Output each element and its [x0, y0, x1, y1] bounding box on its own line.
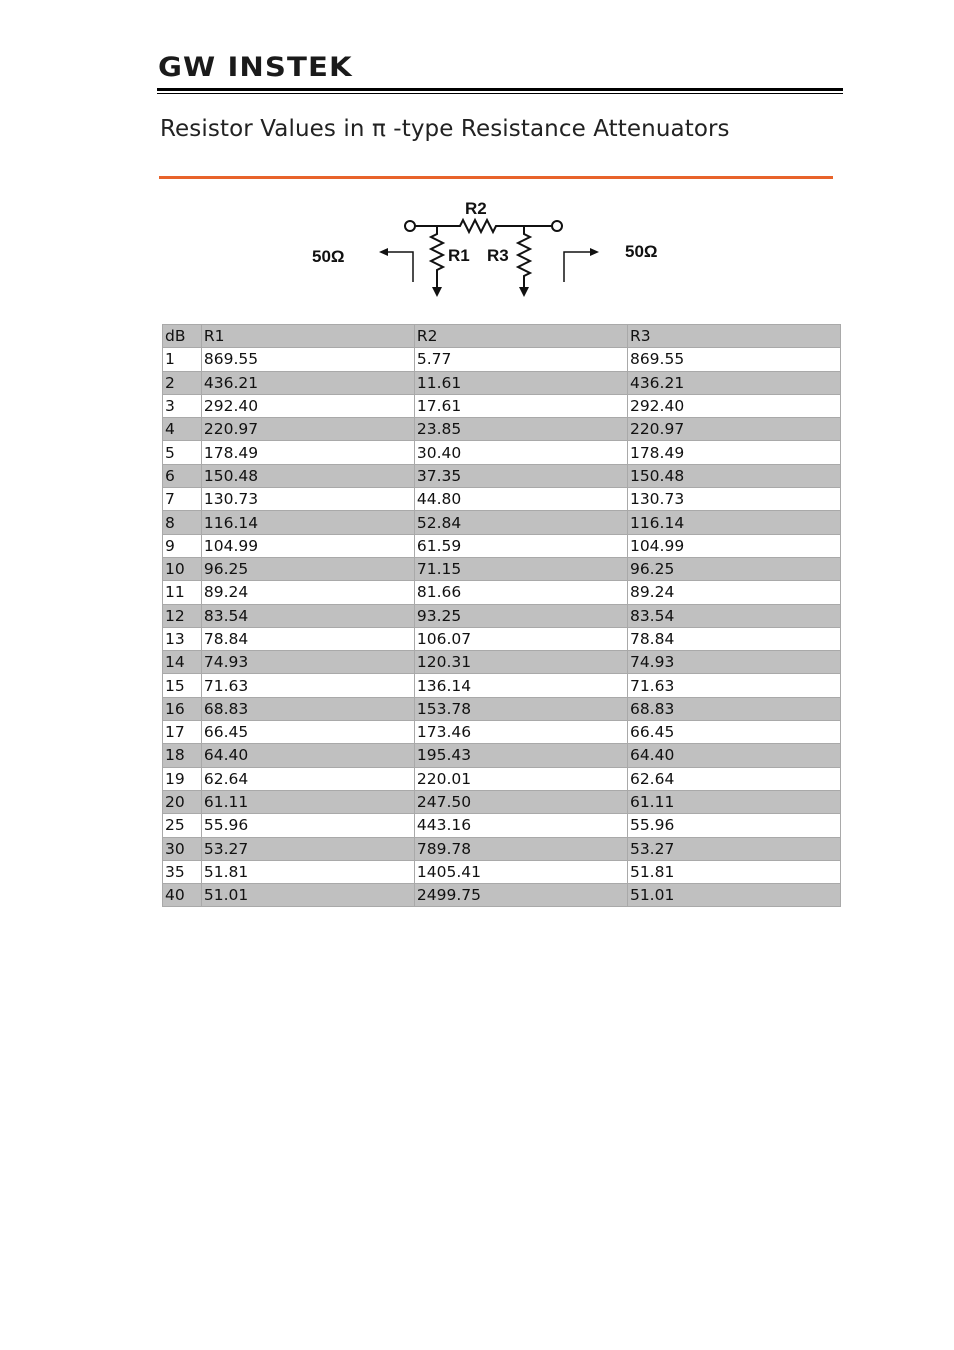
- cell-r3: 96.25: [627, 557, 840, 580]
- cell-r2: 37.35: [414, 464, 627, 487]
- cell-db: 10: [163, 557, 202, 580]
- cell-r3: 436.21: [627, 371, 840, 394]
- cell-r3: 71.63: [627, 674, 840, 697]
- right-impedance-label: 50Ω: [625, 242, 658, 261]
- r2-label: R2: [465, 199, 487, 218]
- table-row: [163, 837, 841, 860]
- cell-db: 14: [163, 651, 202, 674]
- cell-r1: 64.40: [201, 744, 414, 767]
- brand-logo: GW INSTEK: [158, 52, 353, 83]
- table-row: [163, 418, 841, 441]
- cell-r1: 83.54: [201, 604, 414, 627]
- cell-r1: 104.99: [201, 534, 414, 557]
- cell-db: 15: [163, 674, 202, 697]
- cell-r2: 220.01: [414, 767, 627, 790]
- cell-r2: 23.85: [414, 418, 627, 441]
- left-impedance-arrow: [388, 252, 413, 282]
- cell-r2: 30.40: [414, 441, 627, 464]
- cell-db: 25: [163, 814, 202, 837]
- cell-r2: 5.77: [414, 348, 627, 371]
- cell-db: 18: [163, 744, 202, 767]
- cell-db: 2: [163, 371, 202, 394]
- cell-db: 13: [163, 627, 202, 650]
- column-header-r1: R1: [201, 325, 414, 348]
- cell-r3: 292.40: [627, 394, 840, 417]
- cell-r1: 130.73: [201, 488, 414, 511]
- cell-r2: 173.46: [414, 721, 627, 744]
- cell-r3: 220.97: [627, 418, 840, 441]
- cell-r3: 66.45: [627, 721, 840, 744]
- cell-r2: 443.16: [414, 814, 627, 837]
- cell-r3: 178.49: [627, 441, 840, 464]
- table-row: [163, 581, 841, 604]
- cell-r3: 116.14: [627, 511, 840, 534]
- left-impedance-label: 50Ω: [312, 247, 345, 266]
- cell-r2: 1405.41: [414, 860, 627, 883]
- r1-ground-arrow: [432, 287, 442, 297]
- cell-r2: 52.84: [414, 511, 627, 534]
- cell-r1: 51.81: [201, 860, 414, 883]
- cell-r2: 120.31: [414, 651, 627, 674]
- cell-r3: 68.83: [627, 697, 840, 720]
- cell-r2: 81.66: [414, 581, 627, 604]
- cell-r3: 869.55: [627, 348, 840, 371]
- column-header-r2: R2: [414, 325, 627, 348]
- cell-r1: 71.63: [201, 674, 414, 697]
- table-row: [163, 744, 841, 767]
- cell-r1: 62.64: [201, 767, 414, 790]
- cell-db: 9: [163, 534, 202, 557]
- table-row: [163, 371, 841, 394]
- cell-db: 30: [163, 837, 202, 860]
- table-row: [163, 604, 841, 627]
- cell-r1: 53.27: [201, 837, 414, 860]
- cell-r3: 51.81: [627, 860, 840, 883]
- table-row: [163, 790, 841, 813]
- cell-r3: 61.11: [627, 790, 840, 813]
- table-row: [163, 627, 841, 650]
- table-body: [163, 348, 841, 907]
- cell-db: 40: [163, 884, 202, 907]
- cell-db: 19: [163, 767, 202, 790]
- cell-r2: 153.78: [414, 697, 627, 720]
- cell-r1: 66.45: [201, 721, 414, 744]
- cell-db: 6: [163, 464, 202, 487]
- cell-r2: 789.78: [414, 837, 627, 860]
- table-row: [163, 721, 841, 744]
- cell-db: 8: [163, 511, 202, 534]
- table-row: [163, 348, 841, 371]
- table-row: [163, 860, 841, 883]
- cell-r1: 292.40: [201, 394, 414, 417]
- cell-r3: 53.27: [627, 837, 840, 860]
- cell-r1: 89.24: [201, 581, 414, 604]
- cell-db: 7: [163, 488, 202, 511]
- cell-r3: 104.99: [627, 534, 840, 557]
- cell-r1: 116.14: [201, 511, 414, 534]
- cell-db: 4: [163, 418, 202, 441]
- page-title: Resistor Values in π -type Resistance Attenuators: [160, 116, 730, 142]
- table-row: [163, 511, 841, 534]
- table-row: [163, 651, 841, 674]
- right-impedance-arrow: [564, 252, 590, 282]
- cell-db: 16: [163, 697, 202, 720]
- cell-r1: 51.01: [201, 884, 414, 907]
- cell-r2: 2499.75: [414, 884, 627, 907]
- table-row: [163, 464, 841, 487]
- cell-r1: 74.93: [201, 651, 414, 674]
- header-rule-thin: [157, 93, 843, 94]
- table-row: [163, 884, 841, 907]
- cell-db: 1: [163, 348, 202, 371]
- table-row: [163, 674, 841, 697]
- cell-db: 17: [163, 721, 202, 744]
- r3-label: R3: [487, 246, 509, 265]
- cell-r3: 150.48: [627, 464, 840, 487]
- table-row: [163, 441, 841, 464]
- r3-resistor: [518, 226, 530, 287]
- output-terminal: [552, 221, 562, 231]
- cell-db: 20: [163, 790, 202, 813]
- cell-r3: 64.40: [627, 744, 840, 767]
- r2-resistor: [415, 220, 552, 232]
- title-underline: [159, 176, 833, 179]
- cell-r1: 220.97: [201, 418, 414, 441]
- cell-r3: 89.24: [627, 581, 840, 604]
- cell-r3: 62.64: [627, 767, 840, 790]
- table-row: [163, 697, 841, 720]
- cell-r3: 51.01: [627, 884, 840, 907]
- cell-r2: 136.14: [414, 674, 627, 697]
- cell-db: 5: [163, 441, 202, 464]
- input-terminal: [405, 221, 415, 231]
- table-row: [163, 767, 841, 790]
- cell-r2: 11.61: [414, 371, 627, 394]
- cell-r1: 78.84: [201, 627, 414, 650]
- cell-r2: 71.15: [414, 557, 627, 580]
- table-header-row: [163, 325, 841, 348]
- r3-ground-arrow: [519, 287, 529, 297]
- pi-attenuator-diagram: [300, 192, 680, 307]
- table-row: [163, 557, 841, 580]
- cell-r3: 74.93: [627, 651, 840, 674]
- cell-r2: 93.25: [414, 604, 627, 627]
- table-row: [163, 814, 841, 837]
- cell-r3: 83.54: [627, 604, 840, 627]
- resistor-values-table: [162, 324, 841, 907]
- cell-r2: 195.43: [414, 744, 627, 767]
- table-row: [163, 488, 841, 511]
- cell-r2: 106.07: [414, 627, 627, 650]
- cell-r1: 68.83: [201, 697, 414, 720]
- table-row: [163, 534, 841, 557]
- table-row: [163, 394, 841, 417]
- cell-db: 11: [163, 581, 202, 604]
- column-header-db: dB: [163, 325, 202, 348]
- cell-r3: 55.96: [627, 814, 840, 837]
- cell-r1: 150.48: [201, 464, 414, 487]
- cell-r2: 61.59: [414, 534, 627, 557]
- r1-resistor: [431, 226, 443, 287]
- cell-r3: 130.73: [627, 488, 840, 511]
- cell-r2: 44.80: [414, 488, 627, 511]
- cell-db: 3: [163, 394, 202, 417]
- cell-db: 12: [163, 604, 202, 627]
- header-rule-thick: [157, 88, 843, 91]
- cell-r1: 869.55: [201, 348, 414, 371]
- cell-r2: 17.61: [414, 394, 627, 417]
- cell-r1: 436.21: [201, 371, 414, 394]
- cell-db: 35: [163, 860, 202, 883]
- column-header-r3: R3: [627, 325, 840, 348]
- cell-r1: 178.49: [201, 441, 414, 464]
- cell-r1: 61.11: [201, 790, 414, 813]
- cell-r1: 55.96: [201, 814, 414, 837]
- cell-r1: 96.25: [201, 557, 414, 580]
- cell-r2: 247.50: [414, 790, 627, 813]
- cell-r3: 78.84: [627, 627, 840, 650]
- r1-label: R1: [448, 246, 470, 265]
